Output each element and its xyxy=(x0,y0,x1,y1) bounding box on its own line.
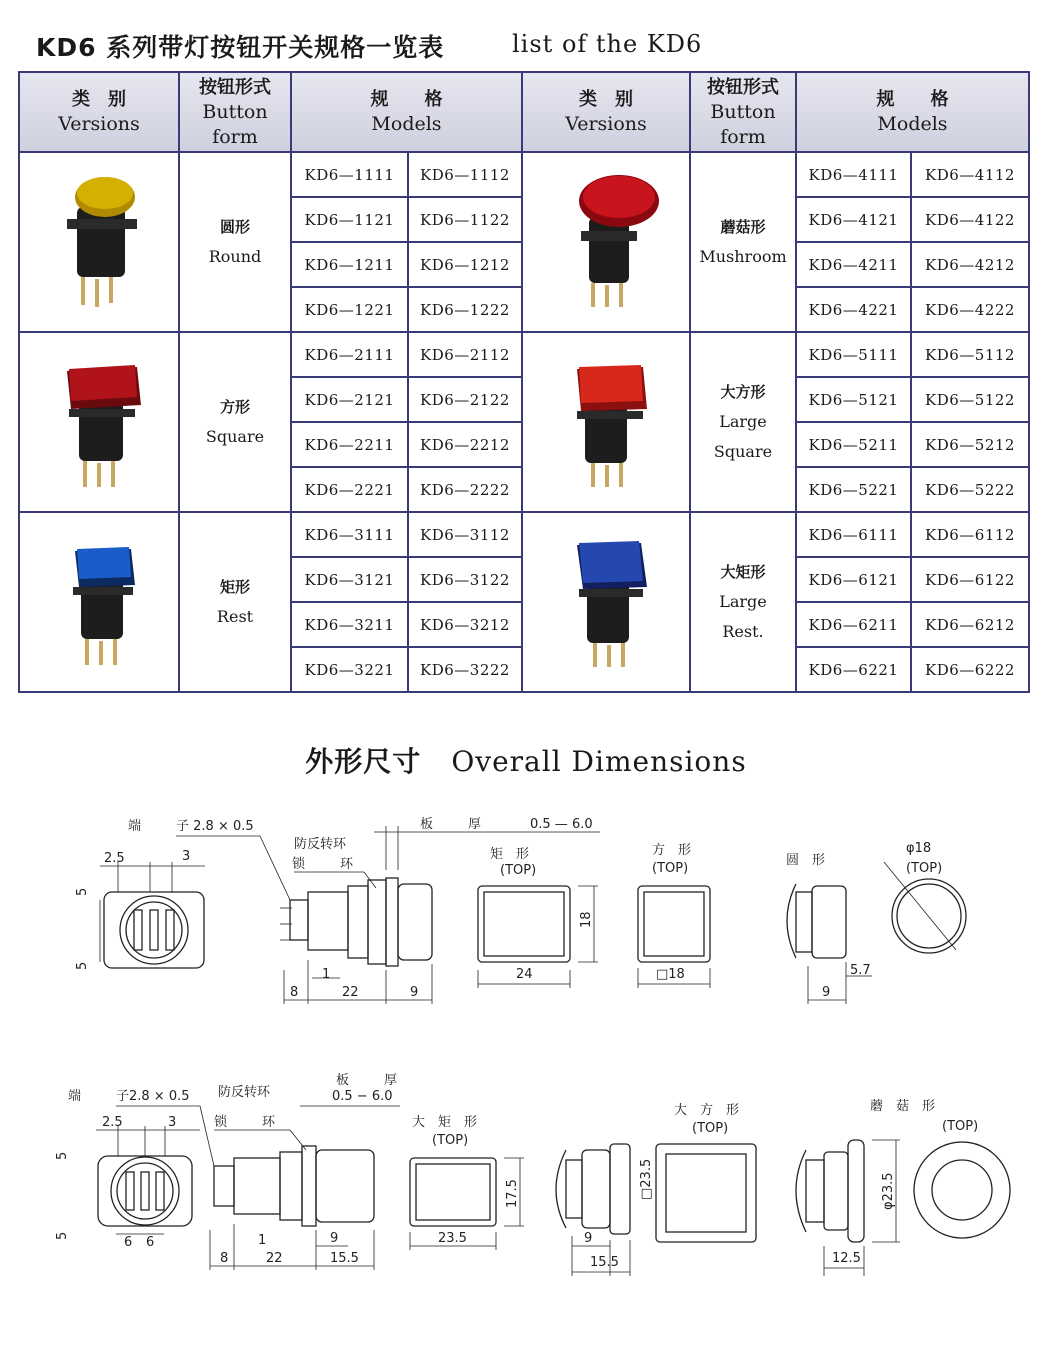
label-terminal-size-b: 子2.8 × 0.5 xyxy=(116,1089,190,1104)
dim-2-5: 2.5 xyxy=(104,851,125,866)
label-panel: 板 xyxy=(420,817,434,832)
model-cell: KD6—1222 xyxy=(408,287,522,332)
top-rear-view xyxy=(75,818,290,970)
model-cell: KD6—4122 xyxy=(911,197,1029,242)
label-terminal: 端 xyxy=(128,819,142,834)
label-top-3: (TOP) xyxy=(906,861,943,876)
model-cell: KD6—5111 xyxy=(796,332,911,377)
table-row xyxy=(19,512,1029,557)
label-ring-b: 环 xyxy=(262,1115,276,1130)
label-top-1: (TOP) xyxy=(500,863,537,878)
model-cell: KD6—2221 xyxy=(291,467,408,512)
model-cell: KD6—4211 xyxy=(796,242,911,287)
label-terminal-b: 端 xyxy=(68,1089,82,1104)
dim-8: 8 xyxy=(290,985,299,1000)
label-top-b2: (TOP) xyxy=(692,1121,729,1136)
photo-round-button xyxy=(19,152,179,332)
dim-9b: 9 xyxy=(822,985,831,1000)
model-cell: KD6—3222 xyxy=(408,647,522,692)
model-cell: KD6—4222 xyxy=(911,287,1029,332)
dim-23-5: 23.5 xyxy=(438,1231,467,1246)
photo-large-rest-button xyxy=(522,512,690,692)
model-cell: KD6—2111 xyxy=(291,332,408,377)
model-cell: KD6—5112 xyxy=(911,332,1029,377)
model-cell: KD6—6111 xyxy=(796,512,911,557)
model-cell: KD6—3211 xyxy=(291,602,408,647)
title-english: list of the KD6 xyxy=(512,30,703,58)
bottom-mushroom-view xyxy=(914,1119,1010,1238)
model-cell: KD6—6221 xyxy=(796,647,911,692)
spec-table xyxy=(18,71,1030,693)
model-cell: KD6—3122 xyxy=(408,557,522,602)
model-cell: KD6—6211 xyxy=(796,602,911,647)
label-thickness: 厚 xyxy=(468,817,482,832)
title-chinese: KD6 系列带灯按钮开关规格一览表 xyxy=(36,33,445,62)
model-cell: KD6—2211 xyxy=(291,422,408,467)
label-round: 圆 形 xyxy=(786,853,826,868)
model-cell: KD6—1212 xyxy=(408,242,522,287)
dim-sq18: □18 xyxy=(656,967,685,982)
label-anti-rotation-b: 防反转环 xyxy=(218,1085,271,1100)
dim-5-7: 5.7 xyxy=(850,963,871,978)
top-square-view xyxy=(638,843,710,988)
header-form-right: 按钮形式 Button form xyxy=(690,72,796,152)
dim-18: 18 xyxy=(579,911,594,928)
dimension-drawings xyxy=(0,800,1052,1340)
dim-1-b: 1 xyxy=(258,1233,267,1248)
dim-panel-range-b: 0.5 − 6.0 xyxy=(332,1089,393,1104)
dim-panel-range: 0.5 — 6.0 xyxy=(530,817,593,832)
dim-sq23-5: □23.5 xyxy=(639,1158,654,1200)
label-large-rect: 大 矩 形 xyxy=(412,1115,478,1130)
form-mushroom: 蘑菇形 Mushroom xyxy=(690,152,796,332)
mushroom-button-icon xyxy=(541,167,671,317)
model-cell: KD6—4212 xyxy=(911,242,1029,287)
rest-lens xyxy=(77,547,131,579)
model-cell: KD6—5222 xyxy=(911,467,1029,512)
top-round-view xyxy=(884,841,966,953)
dim-9-bs: 9 xyxy=(330,1231,339,1246)
bottom-large-square-view xyxy=(656,1102,756,1242)
model-cell: KD6—3111 xyxy=(291,512,408,557)
bottom-large-rect-view xyxy=(410,1114,524,1250)
model-cell: KD6—2122 xyxy=(408,377,522,422)
model-cell: KD6—3121 xyxy=(291,557,408,602)
form-large-rest: 大矩形 Large Rest. xyxy=(690,512,796,692)
bottom-side-view xyxy=(210,1072,400,1270)
label-top-b1: (TOP) xyxy=(432,1133,469,1148)
top-side-view xyxy=(280,816,600,1004)
form-rest: 矩形 Rest xyxy=(179,512,291,692)
bottom-large-square-side xyxy=(556,1144,654,1276)
label-ring: 环 xyxy=(340,857,354,872)
model-cell: KD6—5212 xyxy=(911,422,1029,467)
round-lens xyxy=(77,177,133,209)
square-button-icon xyxy=(39,347,159,497)
dim-phi18: φ18 xyxy=(906,841,932,856)
model-cell: KD6—2212 xyxy=(408,422,522,467)
model-cell: KD6—2112 xyxy=(408,332,522,377)
large-rest-lens xyxy=(579,541,643,583)
label-lock-b: 锁 xyxy=(214,1115,228,1130)
label-top-2: (TOP) xyxy=(652,861,689,876)
dim-5a: 5 xyxy=(75,887,90,896)
model-cell: KD6—2222 xyxy=(408,467,522,512)
model-cell: KD6—6222 xyxy=(911,647,1029,692)
dim-15-5: 15.5 xyxy=(330,1251,359,1266)
model-cell: KD6—3212 xyxy=(408,602,522,647)
model-cell: KD6—1122 xyxy=(408,197,522,242)
label-square: 方 形 xyxy=(652,843,692,858)
header-models: 规 格 Models xyxy=(291,72,522,152)
top-round-side xyxy=(786,853,872,1004)
model-cell: KD6—1221 xyxy=(291,287,408,332)
header-form: 按钮形式 Button form xyxy=(179,72,291,152)
form-round: 圆形 Round xyxy=(179,152,291,332)
bottom-rear-view xyxy=(55,1088,214,1250)
table-row xyxy=(19,152,1029,197)
photo-mushroom-button xyxy=(522,152,690,332)
model-cell: KD6—4221 xyxy=(796,287,911,332)
label-thickness-b: 厚 xyxy=(384,1073,398,1088)
dim-8-b: 8 xyxy=(220,1251,229,1266)
square-lens xyxy=(69,365,137,401)
large-square-lens xyxy=(579,365,643,403)
model-cell: KD6—1121 xyxy=(291,197,408,242)
label-terminal-size: 子 2.8 × 0.5 xyxy=(176,819,254,834)
dim-6b: 6 xyxy=(146,1235,155,1250)
dim-5a-b: 5 xyxy=(55,1151,70,1160)
label-lock: 锁 xyxy=(292,857,306,872)
model-cell: KD6—2121 xyxy=(291,377,408,422)
page-header xyxy=(36,26,1016,66)
table-header-row xyxy=(19,72,1029,152)
dim-22: 22 xyxy=(342,985,359,1000)
dim-1: 1 xyxy=(322,967,331,982)
model-cell: KD6—4112 xyxy=(911,152,1029,197)
model-cell: KD6—6112 xyxy=(911,512,1029,557)
model-cell: KD6—6212 xyxy=(911,602,1029,647)
photo-large-square-button xyxy=(522,332,690,512)
model-cell: KD6—1211 xyxy=(291,242,408,287)
model-cell: KD6—5122 xyxy=(911,377,1029,422)
photo-square-button xyxy=(19,332,179,512)
label-anti-rotation: 防反转环 xyxy=(294,837,347,852)
table-row xyxy=(19,332,1029,377)
form-square: 方形 Square xyxy=(179,332,291,512)
label-rect: 矩 形 xyxy=(490,847,530,862)
rest-button-icon xyxy=(39,527,159,677)
label-top-b3: (TOP) xyxy=(942,1119,979,1134)
model-cell: KD6—5121 xyxy=(796,377,911,422)
dim-6a: 6 xyxy=(124,1235,133,1250)
mushroom-lens xyxy=(583,176,655,218)
header-models-right: 规 格 Models xyxy=(796,72,1029,152)
model-cell: KD6—4111 xyxy=(796,152,911,197)
dim-phi23-5: φ23.5 xyxy=(881,1172,896,1210)
photo-rest-button xyxy=(19,512,179,692)
dim-22-b: 22 xyxy=(266,1251,283,1266)
label-mushroom: 蘑 菇 形 xyxy=(870,1099,936,1114)
model-cell: KD6—3221 xyxy=(291,647,408,692)
dim-17-5: 17.5 xyxy=(505,1179,520,1208)
dim-3-b: 3 xyxy=(168,1115,177,1130)
large-rest-button-icon xyxy=(541,527,671,677)
model-cell: KD6—6121 xyxy=(796,557,911,602)
dim-24: 24 xyxy=(516,967,533,982)
dim-12-5: 12.5 xyxy=(832,1251,861,1266)
dimensions-title: 外形尺寸 Overall Dimensions xyxy=(305,745,747,778)
model-cell: KD6—6122 xyxy=(911,557,1029,602)
model-cell: KD6—1111 xyxy=(291,152,408,197)
model-cell: KD6—5221 xyxy=(796,467,911,512)
dim-3: 3 xyxy=(182,849,191,864)
round-button-icon xyxy=(39,167,159,317)
model-cell: KD6—3112 xyxy=(408,512,522,557)
model-cell: KD6—4121 xyxy=(796,197,911,242)
top-rect-view xyxy=(478,847,598,988)
model-cell: KD6—1112 xyxy=(408,152,522,197)
form-large-square: 大方形 Large Square xyxy=(690,332,796,512)
header-versions: 类 别 Versions xyxy=(19,72,179,152)
header-versions-right: 类 别 Versions xyxy=(522,72,690,152)
dim-2-5-b: 2.5 xyxy=(102,1115,123,1130)
dim-9-b: 9 xyxy=(584,1231,593,1246)
label-large-square: 大 方 形 xyxy=(674,1103,740,1118)
dim-5b: 5 xyxy=(75,961,90,970)
dim-5b-b: 5 xyxy=(55,1231,70,1240)
large-square-button-icon xyxy=(541,347,671,497)
dim-9: 9 xyxy=(410,985,419,1000)
dim-15-5-b: 15.5 xyxy=(590,1255,619,1270)
model-cell: KD6—5211 xyxy=(796,422,911,467)
label-panel-b: 板 xyxy=(336,1073,350,1088)
